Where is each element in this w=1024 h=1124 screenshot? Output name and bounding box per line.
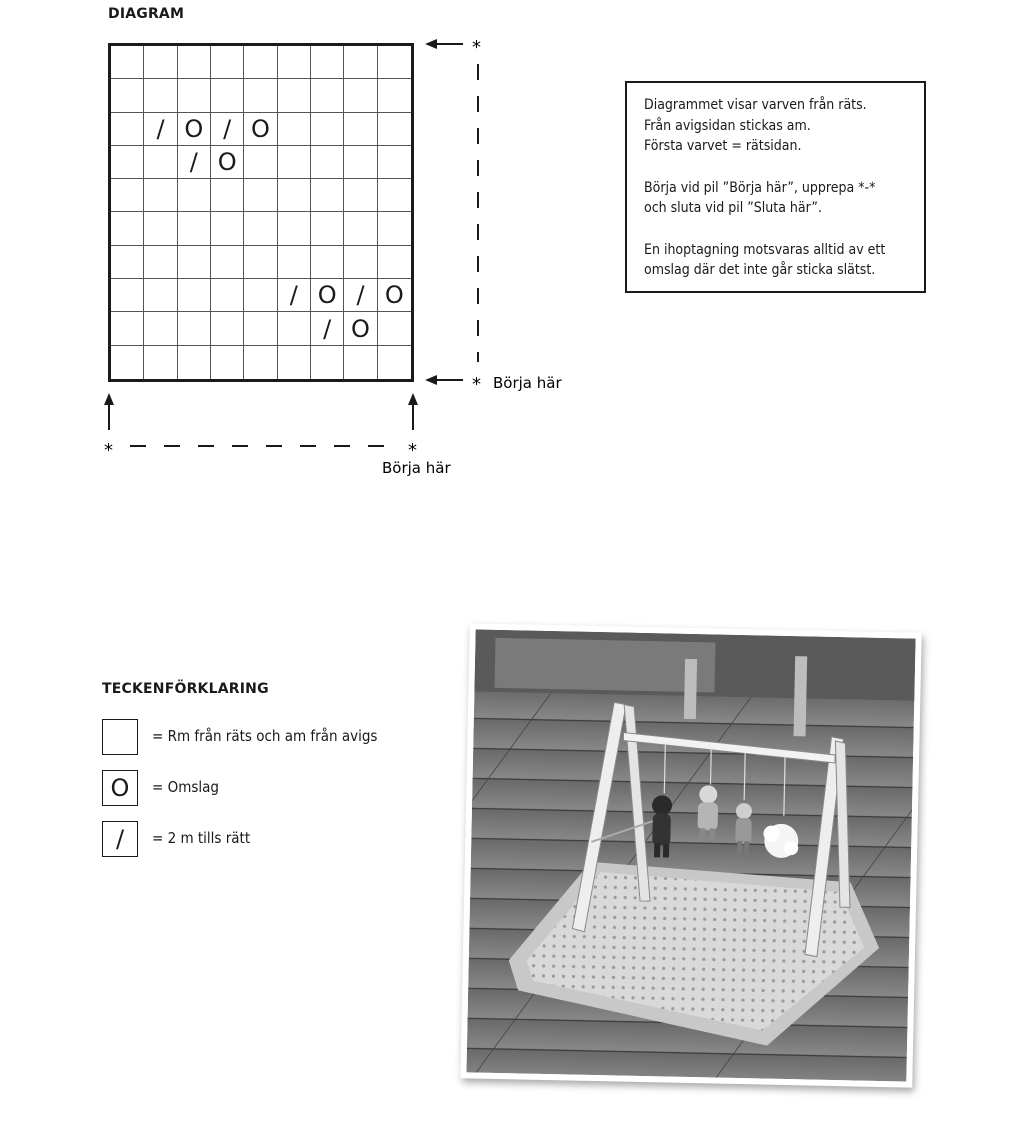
start-label-right: Börja här [493,374,562,392]
instructions-line: En ihoptagning motsvaras alltid av ett [644,241,886,258]
start-label-bottom: Börja här [382,459,451,477]
legend-symbol-o: O [102,770,138,806]
instructions-paragraph-1 [644,95,910,157]
legend-text: = Omslag [152,778,219,796]
instructions-line: omslag där det inte går sticka slätst. [644,262,876,278]
instructions-paragraph-2 [644,178,910,219]
legend-heading: TECKENFÖRKLARING [102,681,269,697]
legend-text: = 2 m tills rätt [152,829,251,847]
chart-symbol-cell: O [178,113,211,146]
instructions-paragraph-3 [644,240,910,281]
chart-symbol-cell: / [178,146,211,179]
arrow-top-right-head [425,39,437,49]
chart-symbol-cell: O [344,312,377,345]
chart-symbol-cell: / [344,279,377,312]
legend-symbol-empty [102,719,138,755]
star-bottom-right: * [472,374,481,395]
arrow-bottom-right-head [425,375,437,385]
instructions-line: Diagrammet visar varven från räts. [644,97,867,113]
legend-text: = Rm från räts och am från avigs [152,727,378,745]
chart-symbol-cell: O [311,279,344,312]
instructions-line: och sluta vid pil ”Sluta här”. [644,200,822,216]
legend-symbol-slash: / [102,821,138,857]
instructions-line: Börja vid pil ”Börja här”, upprepa *-* [644,179,876,196]
chart-symbol-cell: / [311,312,344,345]
arrow-right-up-head [408,393,418,405]
chart-symbol-cell: / [278,279,311,312]
instructions-line: Från avigsidan stickas am. [644,117,811,134]
instructions-box [625,81,926,293]
chart-symbol-cell: / [211,113,244,146]
arrow-left-up-head [104,393,114,405]
baby-gym-photo-frame [460,623,921,1087]
star-bottom-left: * [104,440,113,461]
diagram-heading: DIAGRAM [108,6,185,22]
chart-symbol-cell: O [211,146,244,179]
chart-symbol-cell: O [378,279,411,312]
star-top-right: * [472,37,481,58]
star-bottom-right-2: * [408,440,417,461]
chart-symbol-cell: O [244,113,277,146]
chart-symbol-cell: / [144,113,177,146]
baby-gym-photo-icon [466,629,915,1081]
instructions-line: Första varvet = rätsidan. [644,138,802,154]
